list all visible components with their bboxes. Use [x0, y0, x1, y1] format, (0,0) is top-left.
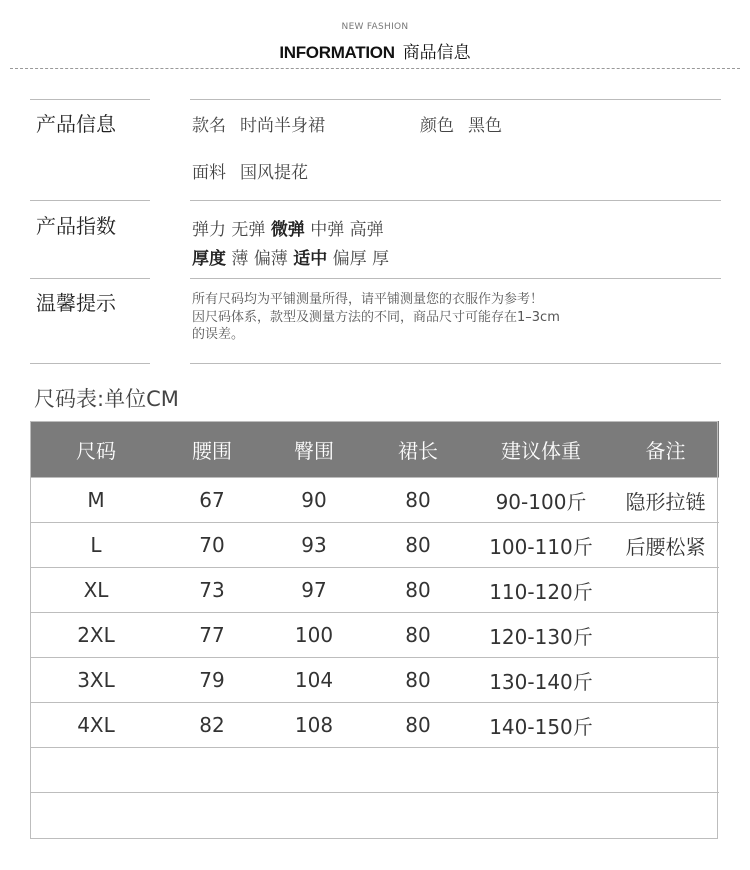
table-cell: 70 [162, 523, 262, 568]
product-name-key: 款名 [192, 116, 226, 136]
table-cell: 110-120斤 [470, 568, 612, 613]
elasticity-option: 中弹 [310, 220, 345, 240]
table-row [30, 793, 719, 838]
section-line-right-3 [190, 278, 721, 279]
table-row [30, 658, 719, 703]
table-cell [262, 748, 366, 793]
table-cell: 3XL [30, 658, 162, 703]
tips-label: 温馨提示 [36, 291, 116, 315]
table-cell: 90 [262, 478, 366, 523]
elasticity-option: 微弹 [270, 220, 305, 240]
table-cell: 隐形拉链 [612, 478, 719, 523]
tips-line: 因尺码体系，款型及测量方法的不同，商品尺寸可能存在1–3cm [192, 309, 560, 325]
table-cell [612, 793, 719, 838]
table-cell: 140-150斤 [470, 703, 612, 748]
elasticity-option: 高弹 [349, 220, 384, 240]
table-row [30, 523, 719, 568]
section-line-right-2 [190, 200, 721, 201]
table-cell: 2XL [30, 613, 162, 658]
table-cell: 80 [366, 478, 470, 523]
table-cell [30, 793, 162, 838]
section-line-left-4 [30, 363, 150, 364]
table-cell: 后腰松紧 [612, 523, 719, 568]
tips-line: 所有尺码均为平铺测量所得，请平铺测量您的衣服作为参考！ [192, 292, 544, 307]
table-cell: 80 [366, 703, 470, 748]
table-cell: 93 [262, 523, 366, 568]
table-cell: M [30, 478, 162, 523]
product-fabric-value: 国风提花 [240, 163, 308, 183]
section-line-left-2 [30, 200, 150, 201]
product-name-value: 时尚半身裙 [240, 116, 325, 136]
thickness-key: 厚度 [192, 249, 226, 269]
elasticity-option: 无弹 [231, 220, 266, 240]
table-cell: 97 [262, 568, 366, 613]
table-cell: 80 [366, 613, 470, 658]
table-cell: 80 [366, 568, 470, 613]
header-divider [10, 68, 740, 69]
size-header-cell: 建议体重 [470, 421, 612, 478]
table-cell: 108 [262, 703, 366, 748]
thickness-option: 厚 [372, 249, 390, 269]
product-fabric [192, 158, 308, 183]
table-cell: 130-140斤 [470, 658, 612, 703]
elasticity-row [192, 215, 384, 240]
size-table [30, 421, 719, 837]
section-line-right-4 [190, 363, 721, 364]
size-header-cell: 腰围 [162, 421, 262, 478]
tips-line: 的误差。 [192, 327, 245, 342]
product-fabric-key: 面料 [192, 163, 226, 183]
product-color [420, 111, 502, 136]
table-cell: 80 [366, 658, 470, 703]
table-cell [470, 793, 612, 838]
header-title [0, 38, 750, 63]
table-row [30, 568, 719, 613]
table-row [30, 613, 719, 658]
table-cell [612, 568, 719, 613]
size-header-cell: 臀围 [262, 421, 366, 478]
table-cell: XL [30, 568, 162, 613]
table-cell [612, 658, 719, 703]
thickness-option: 偏薄 [253, 249, 288, 269]
thickness-row [192, 244, 389, 269]
thickness-option: 偏厚 [332, 249, 367, 269]
table-row [30, 703, 719, 748]
header-title-en: INFORMATION [279, 43, 395, 62]
table-cell: 82 [162, 703, 262, 748]
section-line-left-1 [30, 99, 150, 100]
table-cell [30, 748, 162, 793]
thickness-option: 薄 [231, 249, 249, 269]
section-line-left-3 [30, 278, 150, 279]
table-cell: 100 [262, 613, 366, 658]
product-name [192, 111, 325, 136]
size-table-header-row [30, 421, 719, 478]
table-cell [366, 748, 470, 793]
size-header-cell: 备注 [612, 421, 719, 478]
table-cell: 77 [162, 613, 262, 658]
table-cell [366, 793, 470, 838]
table-cell [612, 613, 719, 658]
table-cell: 120-130斤 [470, 613, 612, 658]
tips-text [192, 291, 560, 344]
table-cell [612, 703, 719, 748]
size-table-caption: 尺码表:单位CM [34, 387, 179, 411]
header-title-cn: 商品信息 [402, 43, 471, 63]
table-cell [262, 793, 366, 838]
table-cell: 90-100斤 [470, 478, 612, 523]
table-cell: 67 [162, 478, 262, 523]
product-color-value: 黑色 [468, 116, 502, 136]
product-info-label: 产品信息 [36, 112, 116, 136]
product-index-label: 产品指数 [36, 214, 116, 238]
elasticity-key: 弹力 [192, 220, 226, 240]
size-header-cell: 裙长 [366, 421, 470, 478]
table-cell: 80 [366, 523, 470, 568]
size-header-cell: 尺码 [30, 421, 162, 478]
table-cell: 104 [262, 658, 366, 703]
table-cell: 4XL [30, 703, 162, 748]
table-cell: 73 [162, 568, 262, 613]
section-line-right-1 [190, 99, 721, 100]
table-cell [612, 748, 719, 793]
table-cell: 79 [162, 658, 262, 703]
table-cell [470, 748, 612, 793]
table-row [30, 478, 719, 523]
product-color-key: 颜色 [420, 116, 454, 136]
table-cell: 100-110斤 [470, 523, 612, 568]
header-subtitle: NEW FASHION [341, 22, 409, 32]
table-cell: L [30, 523, 162, 568]
table-cell [162, 748, 262, 793]
table-row [30, 748, 719, 793]
table-cell [162, 793, 262, 838]
thickness-option: 适中 [293, 249, 328, 269]
